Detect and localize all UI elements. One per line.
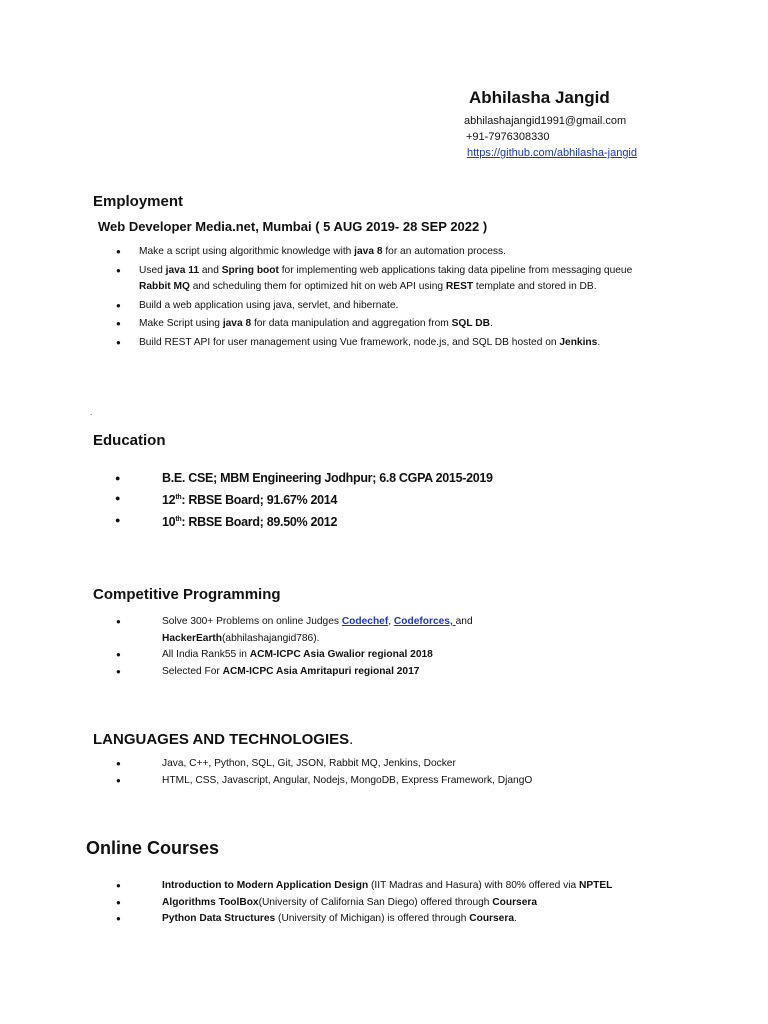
list-item: ● Solve 300+ Problems on online Judges Codechef, Codeforces, and HackerEarth(abhilashajangid786). bbox=[116, 616, 473, 644]
list-item: ● B.E. CSE; MBM Engineering Jodhpur; 6.8 CGPA 2015-2019 bbox=[115, 471, 493, 485]
codechef-link[interactable]: Codechef bbox=[341, 616, 389, 627]
list-item: ● Selected For ACM-ICPC Asia Amritapuri regional 2017 bbox=[116, 665, 420, 677]
list-item: ● Introduction to Modern Application Design (IIT Madras and Hasura) with 80% offered via NPTEL bbox=[116, 880, 613, 891]
education-list bbox=[115, 468, 493, 532]
courses-list bbox=[116, 878, 613, 928]
list-item: ● Used java 11 and Spring boot for implementing web applications taking data pipeline from messaging queue Rabbit MQ and scheduling them for optimized hit on web API using REST template and stored in DB. bbox=[116, 264, 633, 292]
list-item: ● Java, C++, Python, SQL, Git, JSON, Rabbit MQ, Jenkins, Docker bbox=[116, 758, 456, 769]
employment-list bbox=[116, 244, 639, 353]
courses-heading: Online Courses bbox=[86, 838, 220, 858]
education-heading: Education bbox=[93, 432, 166, 449]
github-link[interactable]: https://github.com/abhilasha-jangid bbox=[467, 147, 637, 159]
email-text: abhilashajangid1991@gmail.com bbox=[464, 115, 627, 127]
list-item: ● Make Script using java 8 for data manipulation and aggregation from SQL DB. bbox=[116, 318, 493, 329]
phone-text: +91-7976308330 bbox=[466, 131, 550, 143]
list-item: ● Build REST API for user management using Vue framework, node.js, and SQL DB hosted on Jenkins. bbox=[116, 336, 601, 348]
list-item: ● 12th: RBSE Board; 91.67% 2014 bbox=[115, 493, 338, 508]
codeforces-link[interactable]: Codeforces, bbox=[393, 616, 456, 627]
languages-heading: LANGUAGES AND TECHNOLOGIES. bbox=[93, 731, 354, 748]
languages-list bbox=[116, 756, 533, 789]
list-item: ● 10th: RBSE Board; 89.50% 2012 bbox=[115, 515, 338, 530]
list-item: ● HTML, CSS, Javascript, Angular, Nodejs, MongoDB, Express Framework, DjangO bbox=[116, 774, 533, 786]
list-item: ● All India Rank55 in ACM-ICPC Asia Gwalior regional 2018 bbox=[116, 649, 433, 660]
list-item: ● Algorithms ToolBox(University of California San Diego) offered through Coursera bbox=[116, 896, 538, 908]
stray-dot: . bbox=[90, 408, 93, 417]
list-item: ● Make a script using algorithmic knowledge with java 8 for an automation process. bbox=[116, 246, 506, 257]
competitive-heading: Competitive Programming bbox=[93, 586, 281, 603]
list-item: ● Build a web application using java, servlet, and hibernate. bbox=[116, 299, 399, 311]
competitive-list bbox=[116, 614, 562, 680]
candidate-name: Abhilasha Jangid bbox=[469, 88, 610, 107]
list-item: ● Python Data Structures (University of Michigan) is offered through Coursera. bbox=[116, 913, 517, 924]
employment-heading: Employment bbox=[93, 193, 184, 210]
job-title: Web Developer Media.net, Mumbai ( 5 AUG 2019- 28 SEP 2022 ) bbox=[98, 219, 488, 234]
